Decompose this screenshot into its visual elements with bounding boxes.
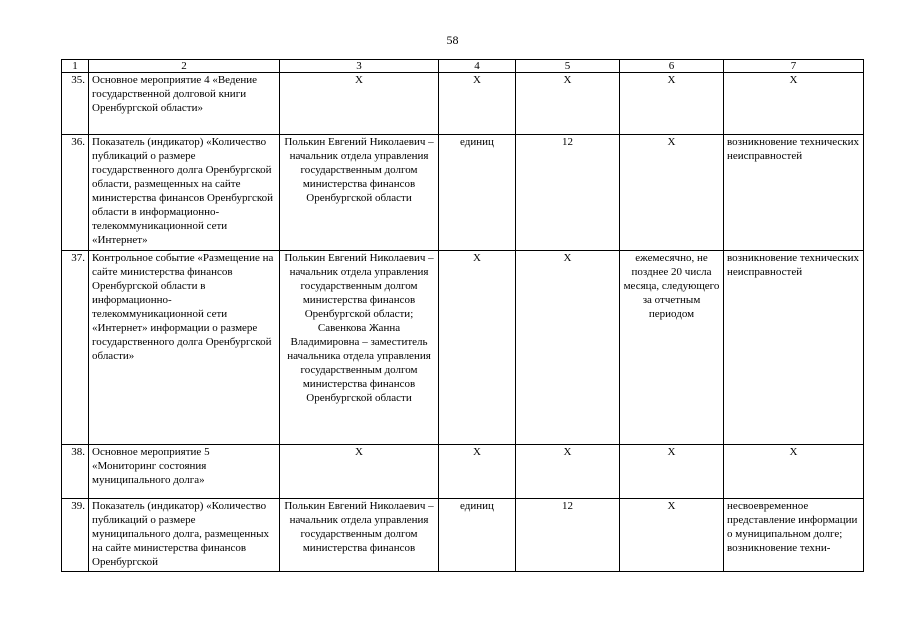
row-unit: Х bbox=[439, 73, 516, 135]
row-responsible: Х bbox=[280, 445, 439, 499]
row-unit: Х bbox=[439, 251, 516, 445]
row-responsible: Полькин Евгений Николаевич – начальник отдела управления государственным долгом министерства финансов Оренбургской области bbox=[280, 135, 439, 251]
row-value: Х bbox=[516, 251, 620, 445]
table-header-row bbox=[62, 60, 864, 73]
row-responsible: Полькин Евгений Николаевич – начальник отдела управления государственным долгом министерства финансов Оренбургской области; Савенкова Жанна Владимировна – заместитель начальника отдела управления государственным долгом министерства финансов Оренбургской области bbox=[280, 251, 439, 445]
table-row bbox=[62, 73, 864, 135]
row-unit: единиц bbox=[439, 499, 516, 572]
row-number: 36. bbox=[62, 135, 89, 251]
row-value: Х bbox=[516, 445, 620, 499]
row-term: Х bbox=[620, 499, 724, 572]
measures-table bbox=[61, 59, 864, 572]
row-term: Х bbox=[620, 73, 724, 135]
row-responsible: Х bbox=[280, 73, 439, 135]
row-responsible: Полькин Евгений Николаевич – начальник отдела управления государственным долгом министерства финансов bbox=[284, 500, 434, 554]
header-cell-7: 7 bbox=[724, 60, 864, 73]
header-cell-4: 4 bbox=[439, 60, 516, 73]
table-row bbox=[62, 445, 864, 499]
table-row bbox=[62, 251, 864, 445]
row-name: Контрольное событие «Размещение на сайте министерства финансов Оренбургской области в информационно-телекоммуникационной сети «Интернет» информации о размере государственного долга Оренбургской области» bbox=[89, 251, 280, 445]
row-number: 39. bbox=[62, 499, 89, 572]
row-name: Показатель (индикатор) «Количество публикаций о размере муниципального долга, размещенных на сайте министерства финансов Оренбургской bbox=[92, 500, 270, 568]
row-name: Показатель (индикатор) «Количество публикаций о размере государственного долга Оренбургской области, размещенных на сайте министерства финансов Оренбургской области в информационно-телекоммуникационной сети «Интернет» bbox=[89, 135, 280, 251]
row-number: 37. bbox=[62, 251, 89, 445]
row-term: Х bbox=[620, 445, 724, 499]
row-term: ежемесячно, не позднее 20 числа месяца, следующего за отчетным периодом bbox=[620, 251, 724, 445]
row-unit: единиц bbox=[439, 135, 516, 251]
header-cell-3: 3 bbox=[280, 60, 439, 73]
header-cell-2: 2 bbox=[89, 60, 280, 73]
header-cell-6: 6 bbox=[620, 60, 724, 73]
row-number: 35. bbox=[62, 73, 89, 135]
row-name: Основное мероприятие 5 «Мониторинг состояния муниципального долга» bbox=[89, 445, 280, 499]
row-value: 12 bbox=[516, 135, 620, 251]
row-number: 38. bbox=[62, 445, 89, 499]
page-number: 58 bbox=[446, 33, 459, 47]
row-term: Х bbox=[620, 135, 724, 251]
table-row bbox=[62, 499, 864, 572]
row-risk: Х bbox=[724, 73, 864, 135]
header-cell-5: 5 bbox=[516, 60, 620, 73]
header-cell-1: 1 bbox=[62, 60, 89, 73]
row-name: Основное мероприятие 4 «Ведение государственной долговой книги Оренбургской области» bbox=[89, 73, 280, 135]
row-risk: Х bbox=[724, 445, 864, 499]
row-risk: несвоевременное представление информации о муниципальном долге; возникновение техни- bbox=[727, 500, 858, 554]
row-unit: Х bbox=[439, 445, 516, 499]
table-row bbox=[62, 135, 864, 251]
row-risk: возникновение технических неисправностей bbox=[724, 251, 864, 445]
row-risk: возникновение технических неисправностей bbox=[724, 135, 864, 251]
row-value: Х bbox=[516, 73, 620, 135]
row-value: 12 bbox=[516, 499, 620, 572]
